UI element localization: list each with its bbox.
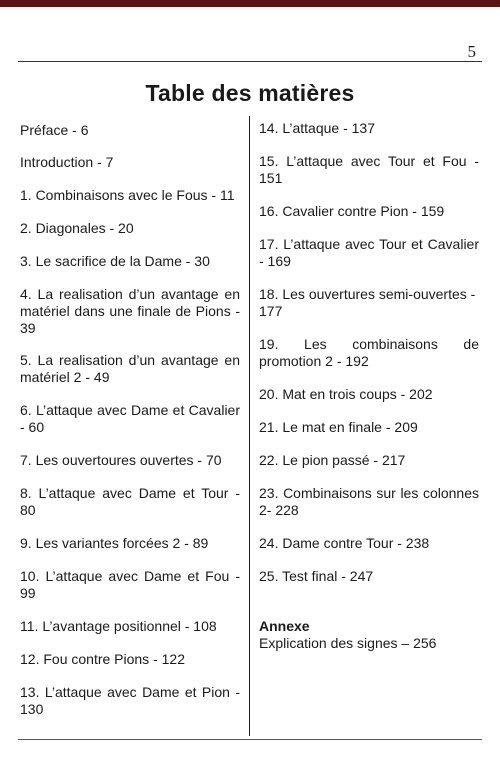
toc-entry: 19. Les combinaisons de promotion 2 - 192: [259, 336, 479, 369]
toc-entry: 23. Combinaisons sur les colonnes 2- 228: [259, 485, 479, 518]
toc-entry: 4. La realisation d’un avantage en matériel dans une finale de Pions - 39: [20, 286, 240, 336]
toc-entry: 11. L’avantage positionnel - 108: [20, 618, 217, 634]
annex-entry: Explication des signes – 256: [259, 635, 437, 651]
toc-entry: Préface - 6: [20, 122, 89, 138]
toc-entry: 17. L’attaque avec Tour et Cavalier - 169: [259, 236, 479, 269]
toc-entry: Introduction - 7: [20, 154, 114, 170]
toc-entry: 25. Test final - 247: [259, 568, 374, 584]
toc-entry: 7. Les ouvertoures ouvertes - 70: [20, 452, 222, 468]
toc-entry: 3. Le sacrifice de la Dame - 30: [20, 253, 210, 269]
toc-entry: 10. L’attaque avec Dame et Fou - 99: [20, 568, 240, 601]
toc-entry: 12. Fou contre Pions - 122: [20, 651, 185, 667]
toc-entry: 22. Le pion passé - 217: [259, 452, 406, 468]
page-number: 5: [467, 42, 476, 61]
toc-entry: 18. Les ouvertures semi-ouvertes - 177: [259, 286, 476, 319]
toc-entry: 15. L’attaque avec Tour et Fou - 151: [259, 153, 479, 186]
toc-entry: 8. L’attaque avec Dame et Tour - 80: [20, 485, 240, 518]
toc-entry: 14. L’attaque - 137: [259, 120, 375, 136]
toc-entry: 21. Le mat en finale - 209: [259, 419, 418, 435]
toc-entry: 5. La realisation d’un avantage en matériel 2 - 49: [20, 352, 240, 385]
page-title: Table des matières: [145, 80, 355, 106]
toc-entry: 20. Mat en trois coups - 202: [259, 386, 433, 402]
toc-entry: 9. Les variantes forcées 2 - 89: [20, 535, 209, 551]
toc-entry: 24. Dame contre Tour - 238: [259, 535, 430, 551]
footer-rule: [18, 739, 482, 740]
toc-entry: 13. L’attaque avec Dame et Pion - 130: [20, 684, 240, 717]
toc-entry: 1. Combinaisons avec le Fous - 11: [20, 187, 235, 203]
column-divider: [249, 116, 250, 736]
toc-entry: 16. Cavalier contre Pion - 159: [259, 203, 445, 219]
toc-entry: 6. L’attaque avec Dame et Cavalier - 60: [20, 402, 240, 435]
top-color-band: [0, 0, 500, 7]
annex-heading: Annexe: [259, 618, 310, 634]
toc-entry: 2. Diagonales - 20: [20, 220, 134, 236]
header-rule: [18, 61, 482, 62]
